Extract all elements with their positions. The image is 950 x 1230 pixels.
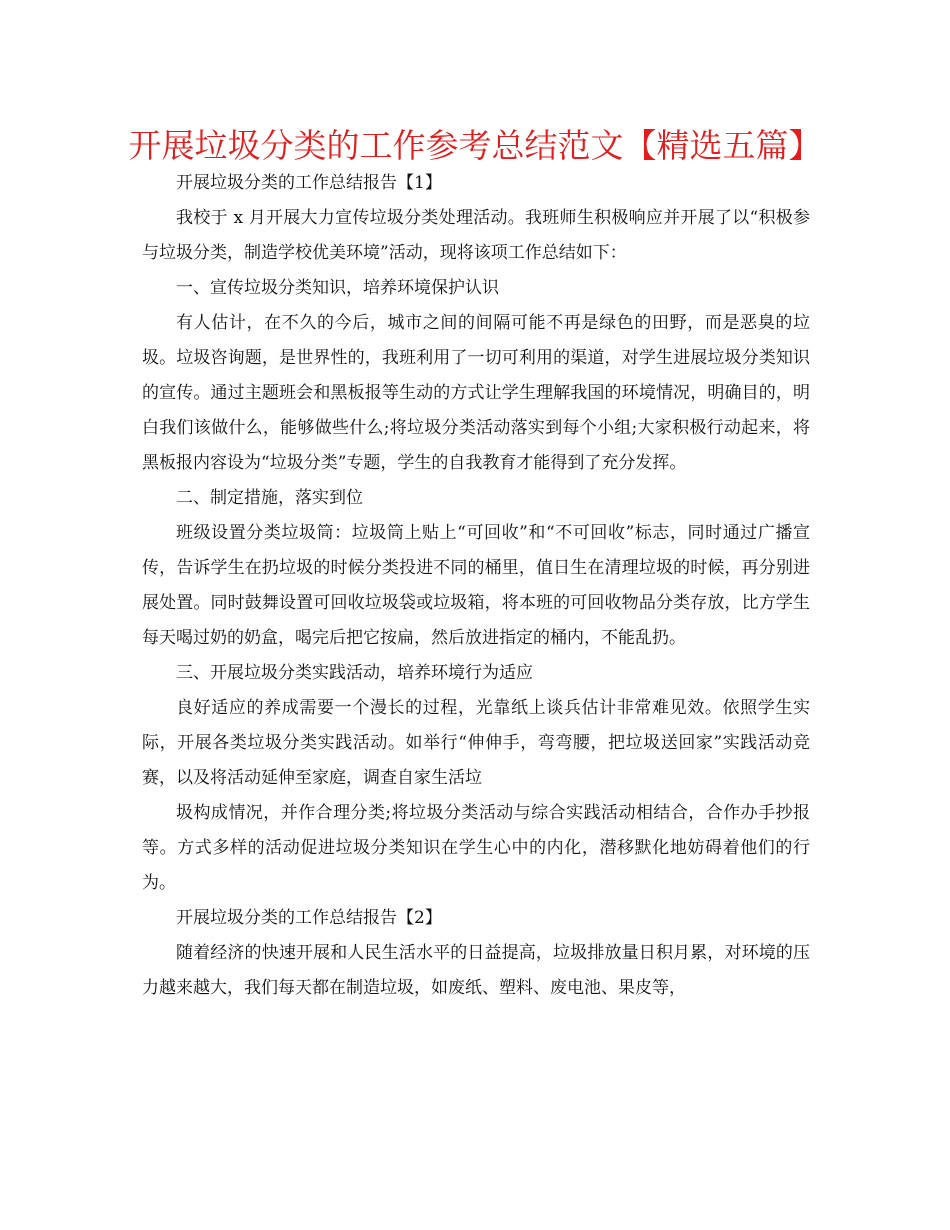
report-1-heading: 开展垃圾分类的工作总结报告【1】 <box>176 173 442 193</box>
paragraph-section-1: 有人估计，在不久的今后，城市之间的间隔可能不再是绿色的田野，而是恶臭的垃圾。垃圾咨询题，是世界性的，我班利用了一切可利用的渠道，对学生进展垃圾分类知识的宣传。通过主题班会和黑板报等生动的方式让学生理解我国的环境情况，明确目的，明白我们该做什么，能够做些什么;将垃圾分类活动落实到每个小组;大家积极行动起来，将黑板报内容设为“垃圾分类”专题，学生的自我教育才能得到了充分发挥。 <box>142 313 810 473</box>
paragraph-report-2: 随着经济的快速开展和人民生活水平的日益提高，垃圾排放量日积月累，对环境的压力越来越大，我们每天都在制造垃圾，如废纸、塑料、废电池、果皮等， <box>142 943 810 998</box>
paragraph-section-3b: 圾构成情况，并作合理分类;将垃圾分类活动与综合实践活动相结合，合作办手抄报等。方式多样的活动促进垃圾分类知识在学生心中的内化，潜移默化地妨碍着他们的行为。 <box>142 803 810 893</box>
document-body <box>142 166 810 1006</box>
section-1-heading: 一、宣传垃圾分类知识，培养环境保护认识 <box>176 278 499 298</box>
document-title: 开展垃圾分类的工作参考总结范文【精选五篇】 <box>128 126 822 165</box>
report-2-heading: 开展垃圾分类的工作总结报告【2】 <box>176 908 442 928</box>
paragraph-section-3a: 良好适应的养成需要一个漫长的过程，光靠纸上谈兵估计非常难见效。依照学生实际，开展各类垃圾分类实践活动。如举行“伸伸手，弯弯腰，把垃圾送回家”实践活动竞赛，以及将活动延伸至家庭，调查自家生活垃 <box>142 698 810 788</box>
section-2-heading: 二、制定措施，落实到位 <box>176 488 363 508</box>
paragraph-section-2: 班级设置分类垃圾筒：垃圾筒上贴上“可回收”和“不可回收”标志，同时通过广播宣传，告诉学生在扔垃圾的时候分类投进不同的桶里，值日生在清理垃圾的时候，再分别进展处置。同时鼓舞设置可回收垃圾袋或垃圾箱，将本班的可回收物品分类存放，比方学生每天喝过奶的奶盒，喝完后把它按扁，然后放进指定的桶内，不能乱扔。 <box>142 523 810 648</box>
paragraph-intro: 我校于 x 月开展大力宣传垃圾分类处理活动。我班师生积极响应并开展了以“积极参与垃圾分类，制造学校优美环境”活动，现将该项工作总结如下： <box>142 208 810 263</box>
section-3-heading: 三、开展垃圾分类实践活动，培养环境行为适应 <box>176 663 533 683</box>
